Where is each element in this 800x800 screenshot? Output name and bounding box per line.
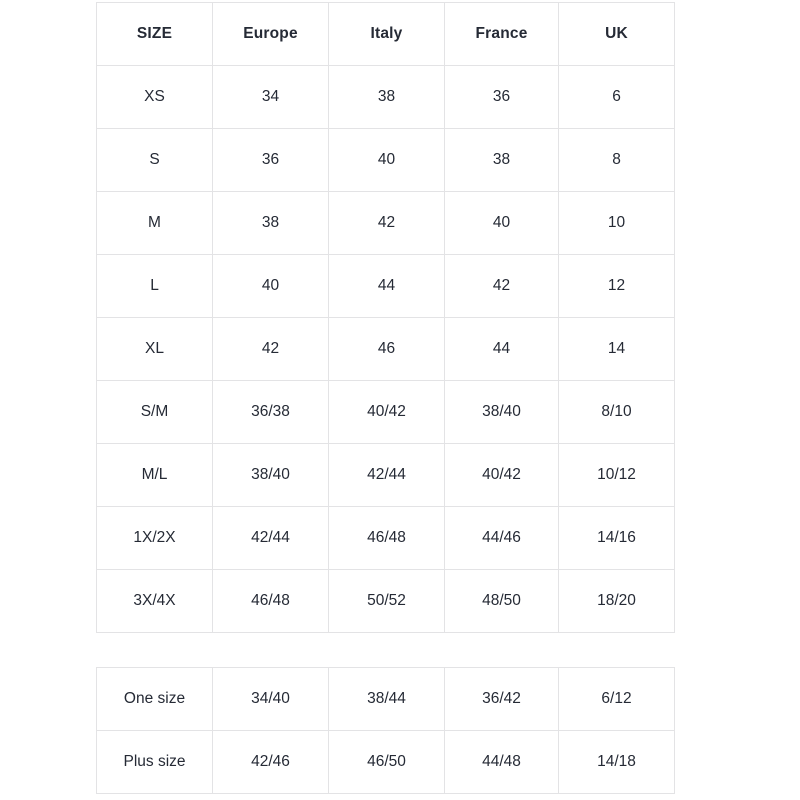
cell-italy: 44 [329, 255, 445, 318]
cell-europe: 46/48 [213, 570, 329, 633]
cell-italy: 42 [329, 192, 445, 255]
cell-france: 36/42 [445, 668, 559, 731]
cell-france: 42 [445, 255, 559, 318]
row-label: 3X/4X [97, 570, 213, 633]
cell-uk: 14 [559, 318, 675, 381]
cell-france: 44/48 [445, 731, 559, 794]
table-row [97, 570, 675, 633]
table-row [97, 255, 675, 318]
table-row [97, 507, 675, 570]
cell-uk: 14/18 [559, 731, 675, 794]
cell-uk: 8 [559, 129, 675, 192]
main-size-table [96, 2, 675, 633]
cell-italy: 38/44 [329, 668, 445, 731]
extra-size-table [96, 667, 675, 794]
cell-france: 36 [445, 66, 559, 129]
row-label: 1X/2X [97, 507, 213, 570]
cell-italy: 40/42 [329, 381, 445, 444]
row-label: M/L [97, 444, 213, 507]
cell-europe: 42/46 [213, 731, 329, 794]
table-header [97, 3, 675, 66]
column-header-size: SIZE [97, 3, 213, 66]
cell-uk: 8/10 [559, 381, 675, 444]
table-row [97, 668, 675, 731]
cell-uk: 6 [559, 66, 675, 129]
table-body [97, 66, 675, 633]
cell-europe: 34/40 [213, 668, 329, 731]
row-label: XS [97, 66, 213, 129]
column-header-uk: UK [559, 3, 675, 66]
cell-france: 40/42 [445, 444, 559, 507]
cell-uk: 10/12 [559, 444, 675, 507]
cell-italy: 46 [329, 318, 445, 381]
row-label: XL [97, 318, 213, 381]
row-label: One size [97, 668, 213, 731]
cell-france: 48/50 [445, 570, 559, 633]
row-label: Plus size [97, 731, 213, 794]
cell-france: 40 [445, 192, 559, 255]
cell-uk: 14/16 [559, 507, 675, 570]
column-header-france: France [445, 3, 559, 66]
cell-italy: 42/44 [329, 444, 445, 507]
cell-italy: 46/48 [329, 507, 445, 570]
cell-europe: 42 [213, 318, 329, 381]
cell-france: 38 [445, 129, 559, 192]
cell-france: 38/40 [445, 381, 559, 444]
cell-europe: 36 [213, 129, 329, 192]
table-row [97, 129, 675, 192]
column-header-italy: Italy [329, 3, 445, 66]
cell-uk: 10 [559, 192, 675, 255]
table-header-row [97, 3, 675, 66]
table-row [97, 444, 675, 507]
table-row [97, 66, 675, 129]
cell-europe: 36/38 [213, 381, 329, 444]
cell-uk: 18/20 [559, 570, 675, 633]
cell-uk: 6/12 [559, 668, 675, 731]
row-label: S [97, 129, 213, 192]
table-row [97, 192, 675, 255]
column-header-europe: Europe [213, 3, 329, 66]
cell-france: 44/46 [445, 507, 559, 570]
table-row [97, 381, 675, 444]
row-label: M [97, 192, 213, 255]
table-body [97, 668, 675, 794]
main-size-table-container [96, 2, 674, 633]
extra-size-table-container [96, 667, 674, 794]
cell-europe: 38 [213, 192, 329, 255]
table-row [97, 731, 675, 794]
cell-italy: 40 [329, 129, 445, 192]
row-label: S/M [97, 381, 213, 444]
cell-europe: 42/44 [213, 507, 329, 570]
cell-europe: 34 [213, 66, 329, 129]
cell-italy: 38 [329, 66, 445, 129]
cell-italy: 46/50 [329, 731, 445, 794]
cell-europe: 40 [213, 255, 329, 318]
cell-uk: 12 [559, 255, 675, 318]
table-row [97, 318, 675, 381]
cell-europe: 38/40 [213, 444, 329, 507]
cell-italy: 50/52 [329, 570, 445, 633]
cell-france: 44 [445, 318, 559, 381]
row-label: L [97, 255, 213, 318]
